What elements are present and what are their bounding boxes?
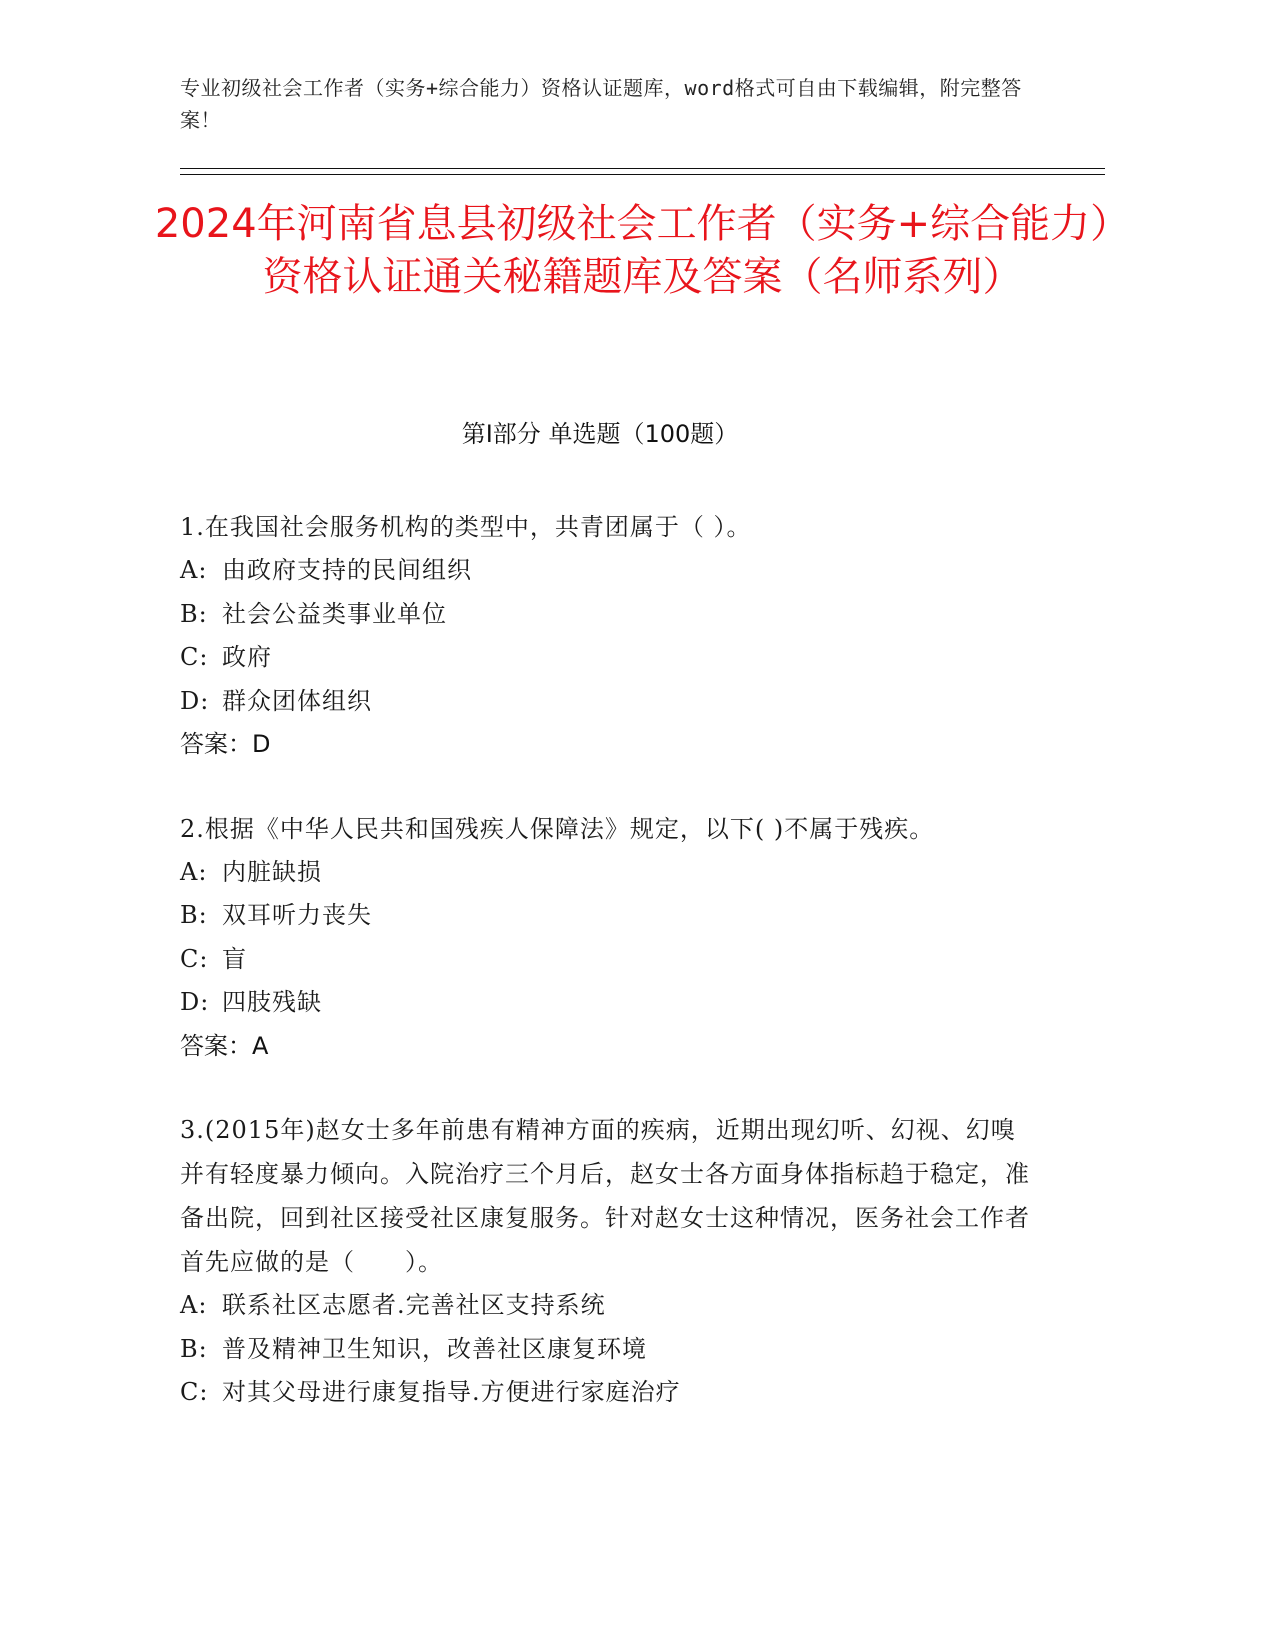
option-b (180, 593, 1040, 637)
question-1 (180, 505, 1040, 767)
header-divider-bottom (180, 174, 1105, 175)
option-a (180, 851, 1040, 895)
option-letter: B: (180, 599, 208, 628)
option-letter: D: (180, 988, 210, 1016)
question-stem: 3.(2015年)赵女士多年前患有精神方面的疾病，近期出现幻听、幻视、幻嗅并有轻度暴力倾向。入院治疗三个月后，赵女士各方面身体指标趋于稳定，准备出院，回到社区接受社区康复服务。针对赵女士这种情况，医务社会工作者首先应做的是（ ）。 (180, 1116, 1030, 1276)
option-letter: A: (180, 556, 208, 584)
option-text: 由政府支持的民间组织 (222, 556, 472, 584)
answer-line: 答案：A (180, 1031, 269, 1060)
option-d (180, 981, 1040, 1025)
question-stem: 2.根据《中华人民共和国残疾人保障法》规定，以下( )不属于残疾。 (180, 814, 935, 843)
option-letter: C: (180, 643, 209, 671)
section-heading: 第Ⅰ部分 单选题（100题） (461, 420, 739, 448)
option-letter: C: (180, 1378, 209, 1406)
option-a (180, 1284, 1040, 1328)
option-letter: C: (180, 944, 209, 973)
option-b (180, 894, 1040, 938)
header-note: 专业初级社会工作者（实务+综合能力）资格认证题库，word格式可自由下载编辑，附完整答案！ (180, 76, 1022, 132)
option-b (180, 1328, 1040, 1372)
option-a (180, 549, 1040, 593)
option-letter: A: (180, 1291, 208, 1319)
option-d (180, 680, 1040, 724)
option-c (180, 636, 1040, 680)
question-list (180, 505, 1040, 1455)
question-3 (180, 1108, 1040, 1415)
option-c (180, 938, 1040, 982)
option-text: 对其父母进行康复指导.方便进行家庭治疗 (222, 1378, 681, 1406)
option-text: 社会公益类事业单位 (222, 599, 447, 628)
option-letter: B: (180, 901, 208, 929)
option-text: 政府 (222, 643, 272, 671)
option-letter: B: (180, 1334, 208, 1363)
question-stem: 1.在我国社会服务机构的类型中，共青团属于（ ）。 (180, 513, 752, 541)
option-text: 普及精神卫生知识，改善社区康复环境 (222, 1334, 647, 1363)
option-text: 内脏缺损 (222, 857, 322, 886)
option-text: 联系社区志愿者.完善社区支持系统 (222, 1291, 606, 1319)
option-c (180, 1371, 1040, 1415)
question-2 (180, 807, 1040, 1069)
option-letter: D: (180, 686, 210, 715)
answer-line: 答案：D (180, 730, 271, 758)
option-text: 群众团体组织 (222, 686, 372, 715)
header-divider-top (180, 168, 1105, 169)
document-title: 2024年河南省息县初级社会工作者（实务+综合能力）资格认证通关秘籍题库及答案（名师系列） (154, 201, 1131, 300)
option-text: 双耳听力丧失 (222, 901, 372, 929)
option-letter: A: (180, 857, 208, 886)
option-text: 盲 (222, 944, 247, 973)
option-text: 四肢残缺 (222, 988, 322, 1016)
